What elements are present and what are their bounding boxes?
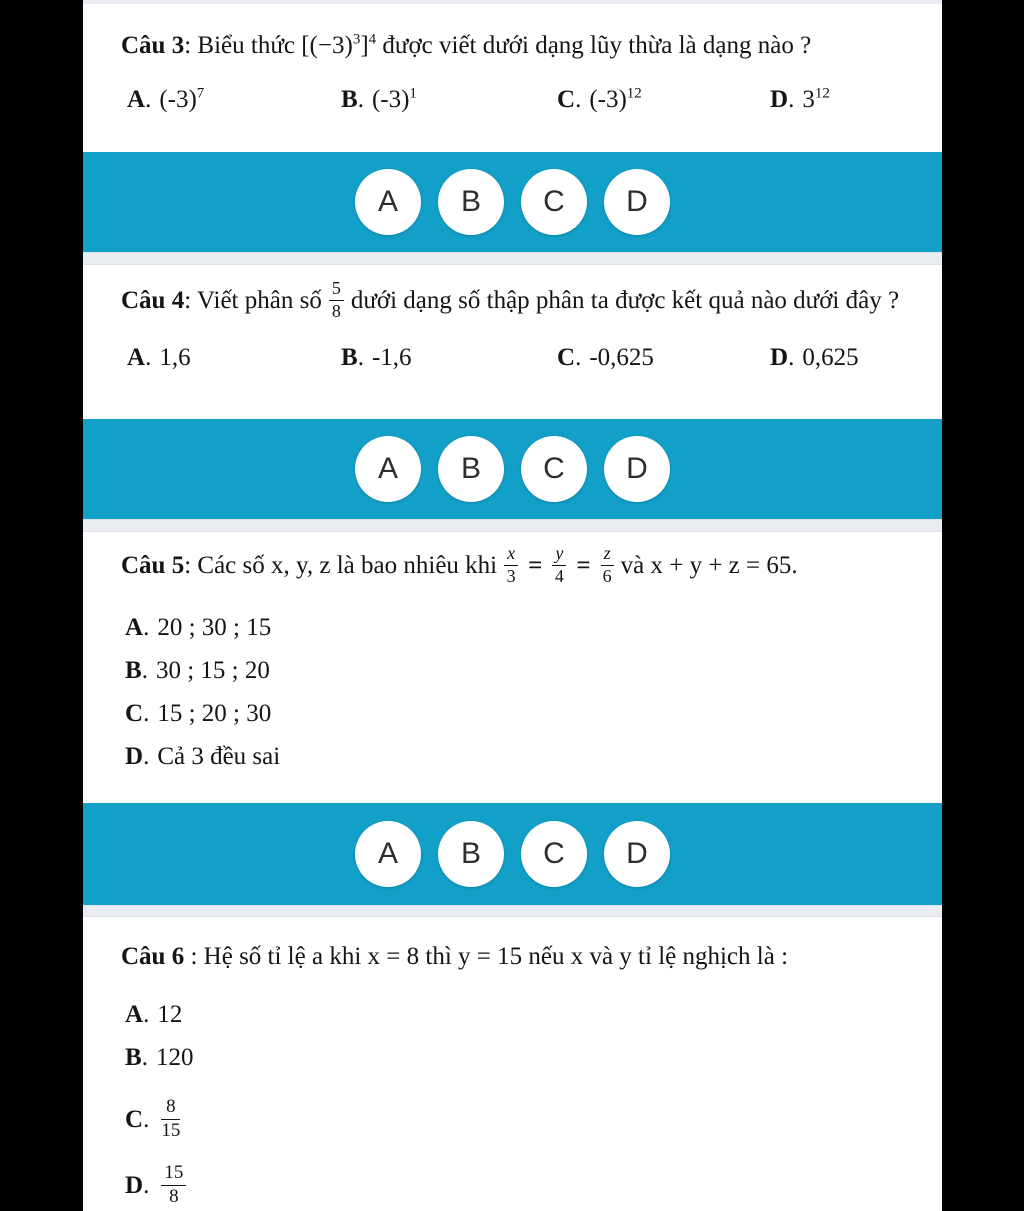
option-letter: D — [770, 86, 789, 114]
question-6-option-d — [125, 1159, 942, 1211]
equals-sign: = — [576, 551, 591, 579]
option-dot: . — [575, 343, 582, 371]
option-value: 15 ; 20 ; 30 — [157, 700, 272, 728]
answer-d-button[interactable]: D — [604, 169, 670, 235]
section-divider — [83, 905, 942, 917]
question-3-options — [83, 86, 942, 114]
option-dot: . — [143, 700, 150, 728]
option-value: 12 — [157, 1001, 183, 1028]
option-value: 120 — [155, 1044, 194, 1071]
fraction-numerator: x — [504, 544, 518, 566]
fraction-x-3 — [504, 544, 518, 587]
question-3-text: : Biểu thức [(−3) — [184, 31, 353, 59]
option-dot: . — [141, 657, 148, 685]
question-5-card — [83, 532, 942, 803]
question-5-option-c — [125, 692, 942, 735]
answer-band-question-3 — [83, 152, 942, 252]
option-letter: B — [125, 657, 142, 685]
fraction-denominator: 3 — [506, 565, 516, 586]
question-5-option-b — [125, 649, 942, 692]
question-4-text: : Viết phân số — [184, 286, 322, 314]
option-letter: A — [125, 1001, 144, 1028]
question-3-option-a — [127, 86, 341, 114]
question-3-card — [83, 4, 942, 152]
question-4-options — [83, 344, 942, 372]
option-letter: B — [341, 86, 358, 114]
option-exponent: 12 — [626, 86, 642, 103]
answer-a-button[interactable]: A — [355, 821, 421, 887]
answer-band-question-5 — [83, 803, 942, 905]
option-dot: . — [575, 86, 582, 114]
question-3-option-b — [341, 86, 557, 114]
answer-a-button[interactable]: A — [355, 436, 421, 502]
question-5-option-a — [125, 606, 942, 649]
question-3-option-d — [770, 86, 942, 114]
question-3-exponent-inner: 3 — [352, 31, 361, 48]
option-letter: C — [557, 343, 576, 371]
option-dot: . — [357, 86, 364, 114]
answer-b-button[interactable]: B — [438, 169, 504, 235]
option-exponent: 7 — [196, 86, 205, 103]
fraction-denominator: 4 — [554, 565, 564, 586]
question-3-bracket: ] — [360, 31, 369, 59]
fraction-15-8 — [161, 1163, 186, 1208]
question-3-title — [83, 4, 942, 63]
option-value: -1,6 — [371, 343, 412, 371]
fraction-5-8 — [329, 279, 344, 322]
question-6-option-a — [125, 993, 942, 1036]
option-value: (-3) — [159, 86, 197, 114]
question-5-option-d — [125, 735, 942, 778]
option-dot: . — [788, 343, 795, 371]
question-4-card — [83, 265, 942, 419]
option-value: 20 ; 30 ; 15 — [157, 614, 272, 642]
fraction-numerator: 8 — [161, 1097, 180, 1120]
option-letter: C — [557, 86, 576, 114]
answer-d-button[interactable]: D — [604, 436, 670, 502]
option-letter: B — [125, 1044, 142, 1071]
option-letter: D — [125, 1171, 144, 1199]
answer-d-button[interactable]: D — [604, 821, 670, 887]
option-exponent: 12 — [814, 86, 830, 103]
answer-b-button[interactable]: B — [438, 436, 504, 502]
fraction-denominator: 8 — [169, 1185, 179, 1207]
question-5-label: Câu 5 — [121, 551, 185, 579]
option-dot: . — [145, 86, 152, 114]
question-6-title — [83, 917, 942, 974]
option-dot: . — [788, 86, 795, 114]
option-value: (-3) — [589, 86, 627, 114]
option-value: (-3) — [371, 86, 410, 114]
option-letter: C — [125, 1105, 144, 1133]
question-3-exponent-outer: 4 — [368, 31, 377, 48]
fraction-numerator: z — [601, 544, 614, 566]
answer-a-button[interactable]: A — [355, 169, 421, 235]
option-dot: . — [143, 1105, 150, 1133]
option-value: Cả 3 đều sai — [157, 743, 281, 771]
option-dot: . — [145, 343, 152, 371]
question-3-label: Câu 3 — [121, 31, 185, 59]
question-4-title — [83, 265, 942, 324]
option-value: 3 — [802, 86, 815, 114]
option-dot: . — [141, 1044, 148, 1071]
question-5-text-tail: và x + y + z = 65. — [620, 551, 798, 579]
fraction-8-15 — [161, 1097, 180, 1142]
question-4-label: Câu 4 — [121, 286, 185, 314]
answer-band-question-4 — [83, 419, 942, 519]
right-black-border — [942, 0, 1024, 1211]
question-6-option-b — [125, 1036, 942, 1079]
option-letter: A — [125, 614, 144, 642]
option-letter: D — [125, 743, 144, 771]
question-4-option-a — [127, 344, 341, 372]
quiz-content — [83, 0, 942, 1211]
question-4-option-d — [770, 344, 942, 372]
option-letter: D — [770, 343, 789, 371]
fraction-numerator: 5 — [329, 279, 344, 301]
option-letter: A — [127, 343, 146, 371]
section-divider — [83, 519, 942, 532]
option-letter: C — [125, 700, 144, 728]
question-4-text-tail: dưới dạng số thập phân ta được kết quả nào dưới đây ? — [350, 286, 900, 314]
option-value: 1,6 — [159, 343, 191, 371]
question-6-text: : Hệ số tỉ lệ a khi x = 8 thì y = 15 nếu x và y tỉ lệ nghịch là : — [184, 942, 789, 970]
option-value: 30 ; 15 ; 20 — [155, 657, 270, 685]
question-3-option-c — [557, 86, 770, 114]
option-value: -0,625 — [589, 343, 654, 371]
fraction-denominator: 8 — [331, 300, 341, 321]
question-3-text-tail: được viết dưới dạng lũy thừa là dạng nào ? — [376, 31, 812, 59]
option-letter: B — [341, 343, 358, 371]
fraction-numerator: y — [552, 544, 566, 566]
fraction-z-6 — [601, 544, 614, 587]
option-dot: . — [143, 614, 150, 642]
question-5-options — [83, 606, 942, 778]
equals-sign: = — [528, 551, 543, 579]
question-6-card — [83, 917, 942, 1211]
answer-c-button[interactable]: C — [521, 821, 587, 887]
question-6-option-c — [125, 1093, 942, 1145]
fraction-numerator: 15 — [161, 1163, 186, 1186]
fraction-denominator: 6 — [602, 565, 612, 586]
option-letter: A — [127, 86, 146, 114]
section-divider — [83, 252, 942, 265]
answer-c-button[interactable]: C — [521, 436, 587, 502]
option-dot: . — [357, 343, 364, 371]
option-exponent: 1 — [409, 86, 417, 103]
question-6-label: Câu 6 — [121, 942, 185, 970]
option-value: 0,625 — [802, 343, 859, 371]
answer-b-button[interactable]: B — [438, 821, 504, 887]
fraction-y-4 — [552, 544, 566, 587]
option-dot: . — [143, 743, 150, 771]
question-5-text: : Các số x, y, z là bao nhiêu khi — [184, 551, 498, 579]
left-black-border — [0, 0, 83, 1205]
question-4-option-c — [557, 344, 770, 372]
question-4-option-b — [341, 344, 557, 372]
fraction-denominator: 15 — [161, 1119, 181, 1141]
answer-c-button[interactable]: C — [521, 169, 587, 235]
question-6-options — [83, 993, 942, 1211]
option-dot: . — [143, 1171, 150, 1199]
option-dot: . — [143, 1001, 150, 1028]
question-5-title — [83, 532, 942, 589]
